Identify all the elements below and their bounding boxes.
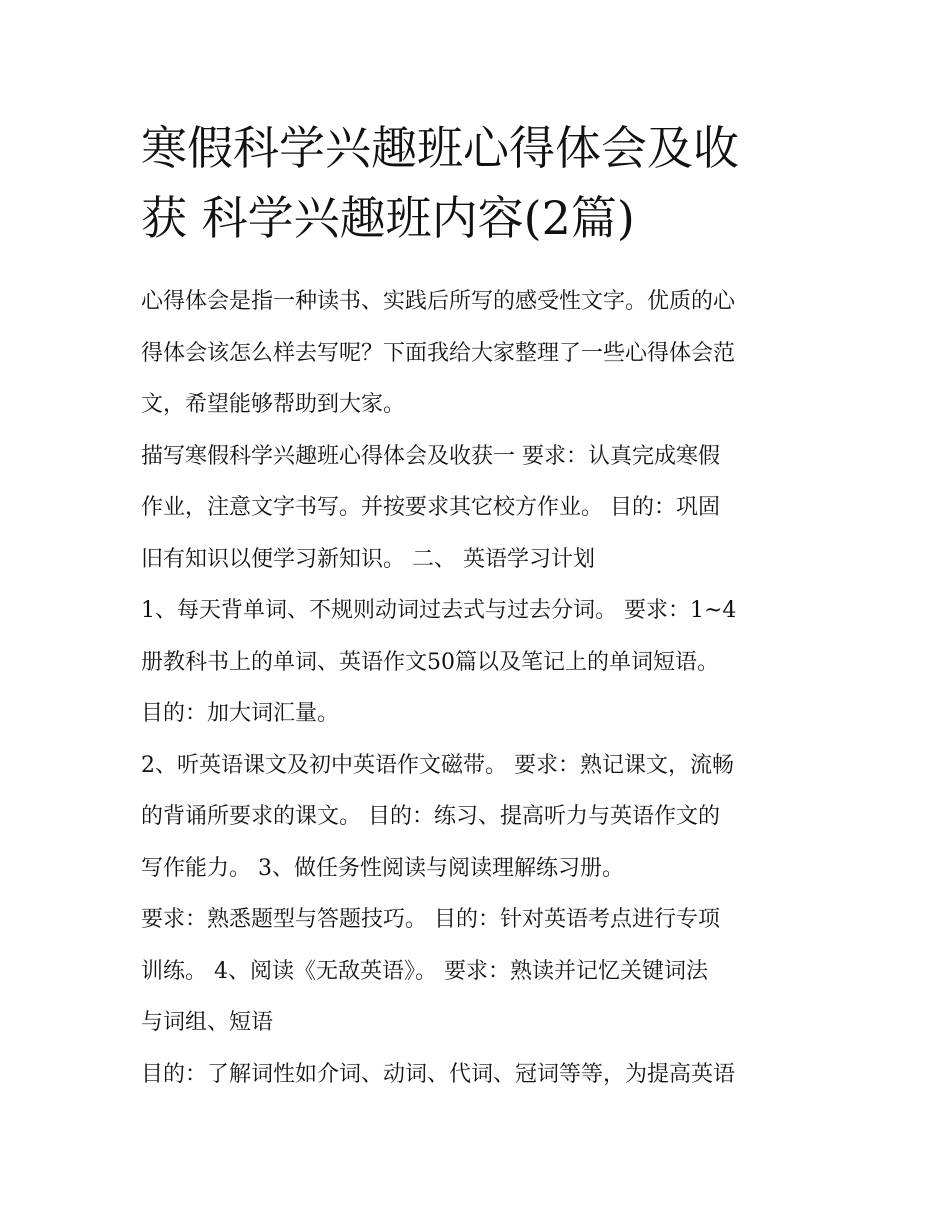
- body-line: 训练。 4、阅读《无敌英语》。 要求：熟读并记忆关键词法: [141, 958, 708, 984]
- body-line: 目的：加大词汇量。: [141, 701, 340, 726]
- body-line: 的背诵所要求的课文。 目的：练习、提高听力与英语作文的: [141, 804, 720, 829]
- body-line: 旧有知识以便学习新知识。 二、 英语学习计划: [141, 546, 595, 572]
- body-line: 作业，注意文字书写。并按要求其它校方作业。 目的：巩固: [141, 495, 720, 520]
- body-line: 1、每天背单词、不规则动词过去式与过去分词。 要求：1~4: [141, 598, 737, 623]
- body-line: 心得体会是指一种读书、实践后所写的感受性文字。优质的心: [141, 289, 736, 314]
- body-line: 得体会该怎么样去写呢？下面我给大家整理了一些心得体会范: [141, 340, 736, 366]
- body-line: 目的：了解词性如介词、动词、代词、冠词等等，为提高英语: [141, 1061, 736, 1087]
- document-title: [141, 113, 831, 253]
- body-line: 写作能力。 3、做任务性阅读与阅读理解练习册。: [141, 855, 624, 881]
- body-line: 与词组、短语: [141, 1010, 274, 1035]
- body-line: 册教科书上的单词、英语作文50篇以及笔记上的单词短语。: [141, 649, 719, 675]
- body-line: 文，希望能够帮助到大家。: [141, 392, 406, 417]
- title-line-2: 获 科学兴趣班内容(2篇): [141, 191, 635, 245]
- document-body: [141, 276, 831, 1100]
- title-line-1: 寒假科学兴趣班心得体会及收: [141, 121, 739, 175]
- body-line: 描写寒假科学兴趣班心得体会及收获一 要求：认真完成寒假: [141, 443, 720, 469]
- body-line: 2、听英语课文及初中英语作文磁带。 要求：熟记课文，流畅: [141, 752, 734, 778]
- body-line: 要求：熟悉题型与答题技巧。 目的：针对英语考点进行专项: [141, 907, 720, 932]
